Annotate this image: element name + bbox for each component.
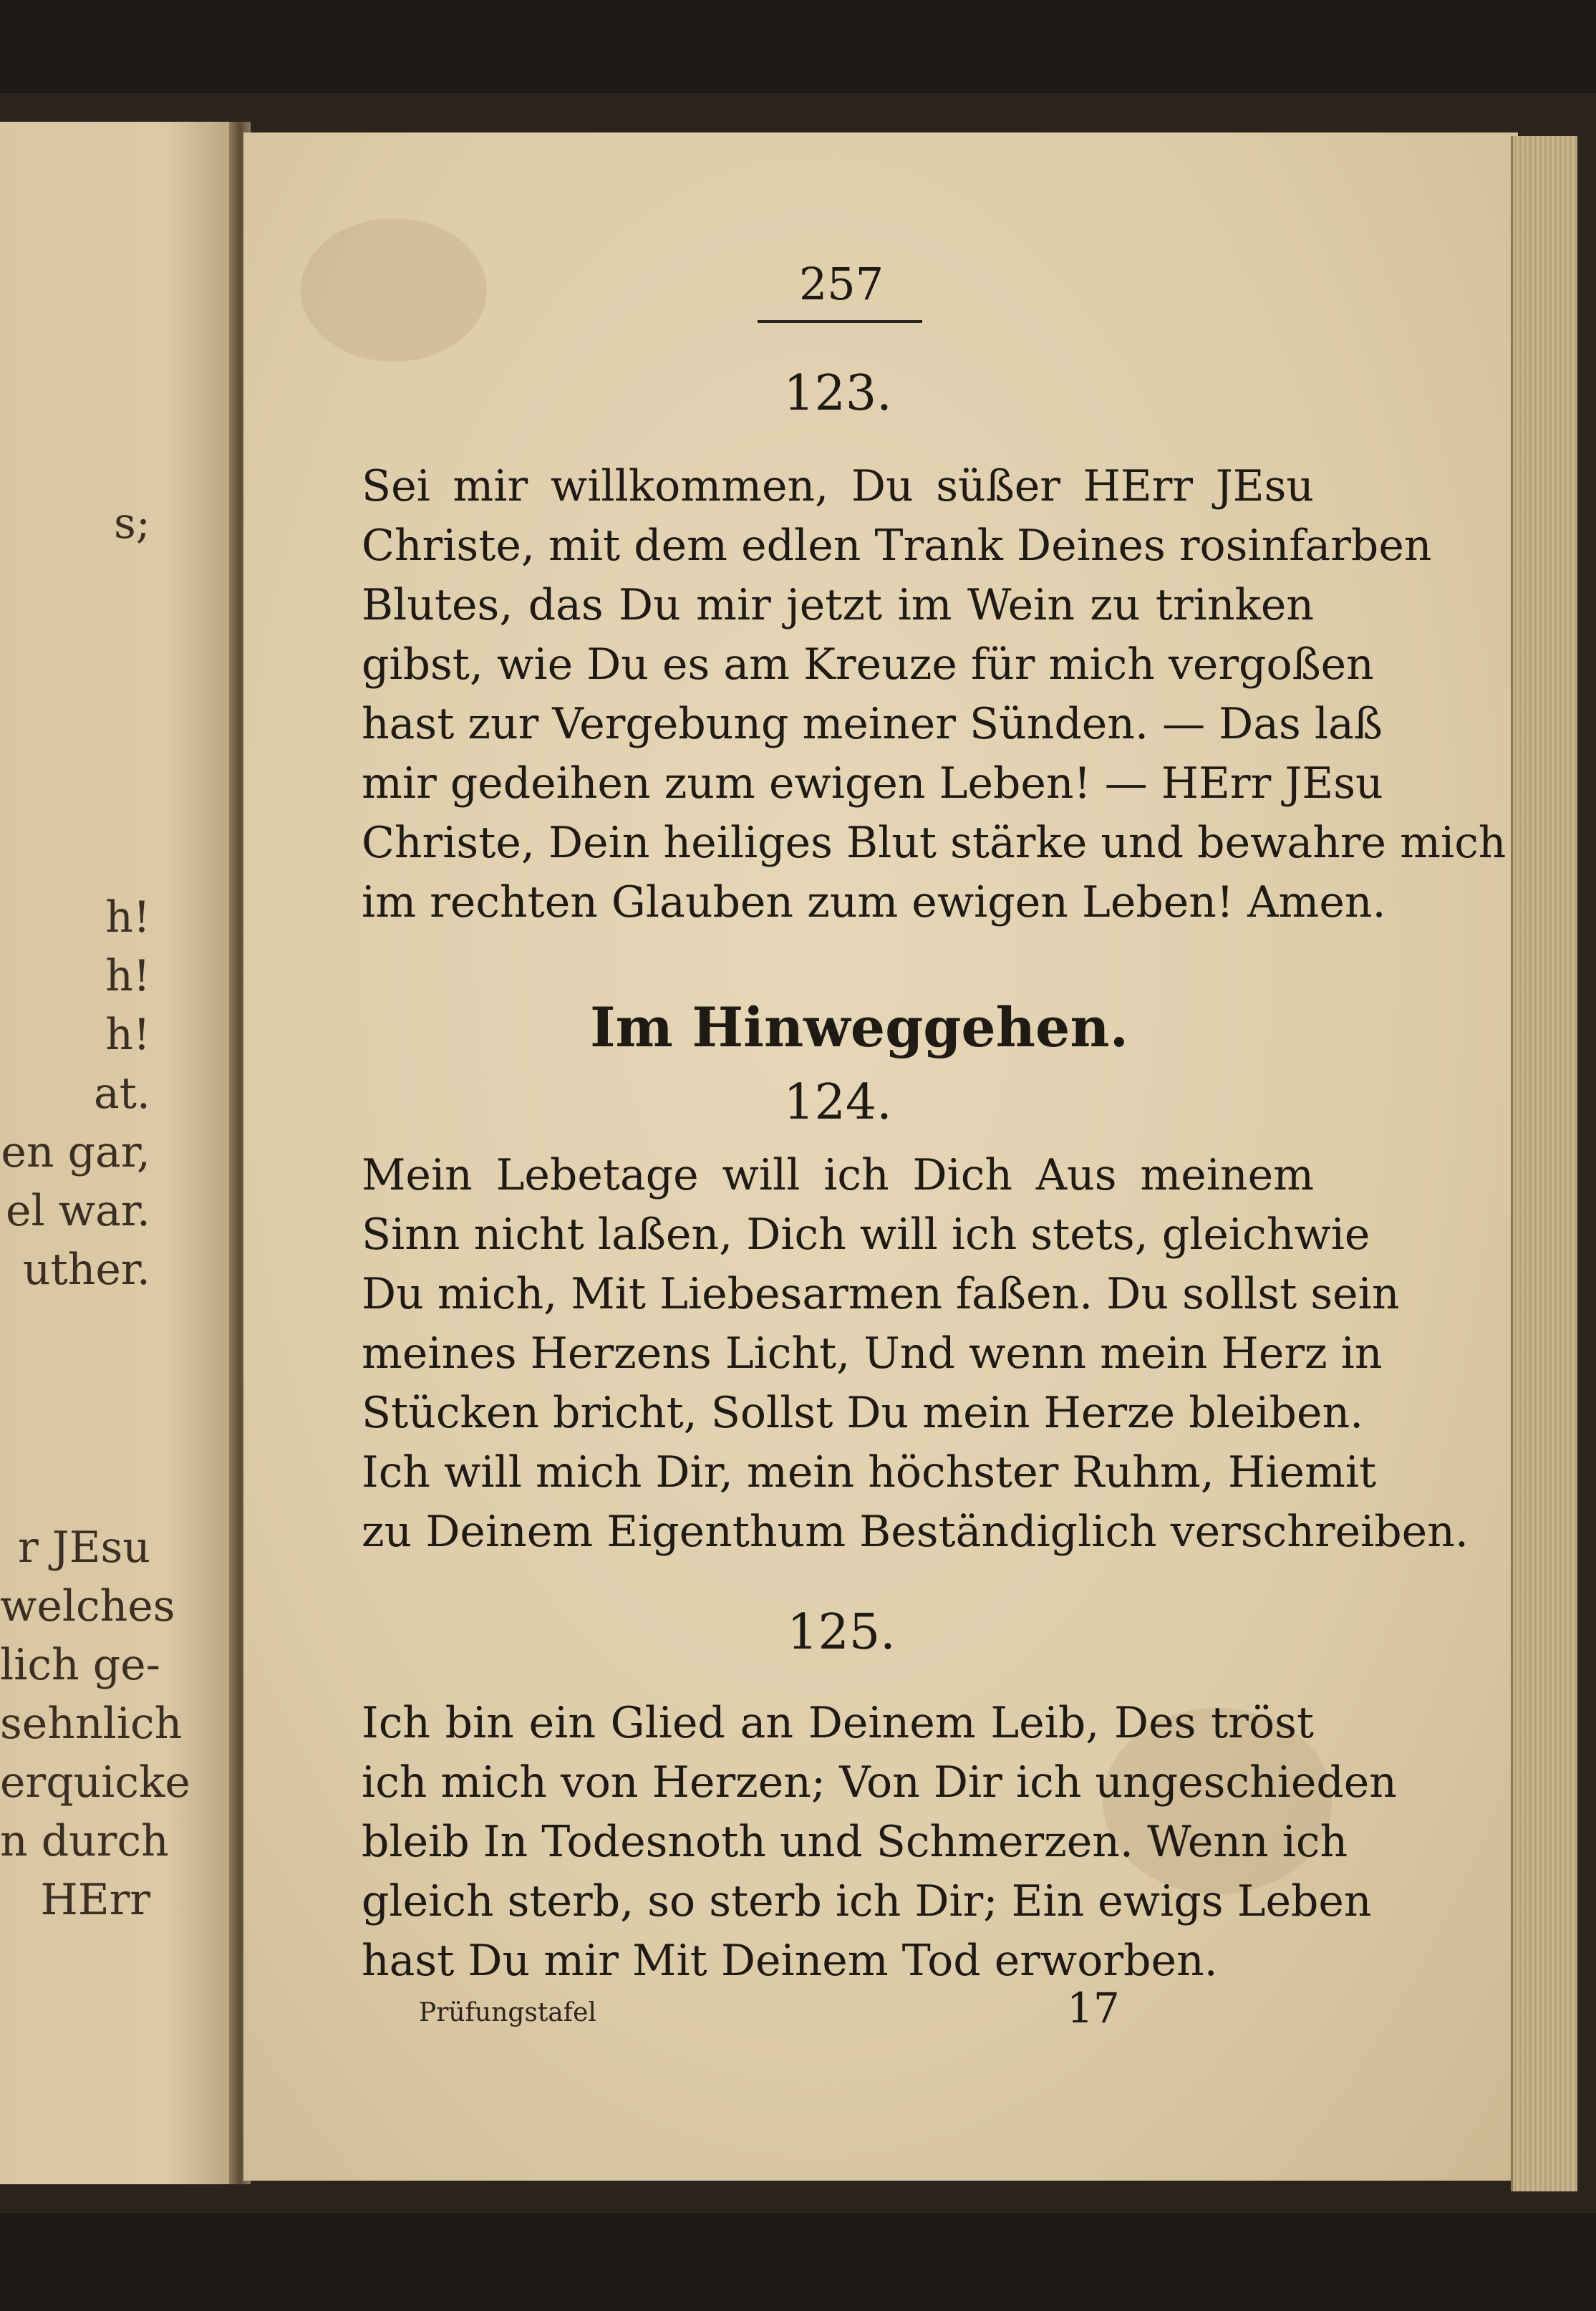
left-line: lich ge- [0, 1640, 160, 1690]
text-line: ich mich von Herzen; Von Dir ich ungeschieden [362, 1757, 1397, 1808]
left-line: h! [105, 1010, 150, 1060]
left-page-text [0, 494, 236, 553]
left-line: h! [105, 892, 150, 942]
left-line: HErr [40, 1875, 150, 1925]
text-line: hast zur Vergebung meiner Sünden. — Das laß [362, 699, 1383, 749]
paper-stain [301, 218, 487, 362]
text-line: gleich sterb, so sterb ich Dir; Ein ewigs Leben [362, 1876, 1372, 1926]
left-page [0, 122, 236, 2184]
left-line: en gar, [1, 1127, 150, 1177]
header-rule [758, 320, 922, 323]
left-line: at. [94, 1068, 150, 1119]
left-line: uther. [22, 1245, 150, 1295]
text-line: im rechten Glauben zum ewigen Leben! Amen. [362, 877, 1386, 927]
page-stack-edge [1511, 136, 1577, 2191]
text-line: Sei mir willkommen, Du süßer HErr JEsu [362, 461, 1314, 511]
footer-gathering-number: 17 [1067, 1984, 1120, 2032]
left-line: el war. [5, 1186, 150, 1236]
text-line: Christe, mit dem edlen Trank Deines rosinfarben [362, 521, 1432, 571]
left-line: r JEsu [17, 1523, 150, 1573]
text-line: Mein Lebetage will ich Dich Aus meinem [362, 1150, 1314, 1200]
hymn-number-124: 124. [783, 1074, 892, 1131]
text-line: hast Du mir Mit Deinem Tod erworben. [362, 1936, 1218, 1986]
text-line: gibst, wie Du es am Kreuze für mich vergoßen [362, 640, 1374, 690]
left-line: welches [0, 1581, 175, 1631]
text-line: zu Deinem Eigenthum Beständiglich verschreiben. [362, 1507, 1469, 1557]
left-line: sehnlich [0, 1699, 183, 1749]
hymn-number-125: 125. [787, 1604, 896, 1661]
left-page-text [0, 1518, 236, 1929]
left-line: erquicke [0, 1757, 190, 1808]
hymn-125-text [362, 1694, 1397, 1991]
hymn-123-text [362, 457, 1506, 932]
text-line: Blutes, das Du mir jetzt im Wein zu trinken [362, 580, 1314, 630]
hymn-124-text [362, 1146, 1469, 1562]
hymn-number-123: 123. [783, 365, 892, 422]
text-line: Sinn nicht laßen, Dich will ich stets, gleichwie [362, 1210, 1370, 1260]
text-line: mir gedeihen zum ewigen Leben! — HErr JEsu [362, 758, 1383, 809]
text-line: bleib In Todesnoth und Schmerzen. Wenn ich [362, 1817, 1348, 1867]
section-title: Im Hinweggehen. [589, 995, 1129, 1059]
text-line: Stücken bricht, Sollst Du mein Herze bleiben. [362, 1388, 1364, 1438]
text-line: Ich bin ein Glied an Deinem Leib, Des tröst [362, 1698, 1314, 1748]
footer-signature-mark: Prüfungstafel [419, 1998, 596, 2027]
text-line: meines Herzens Licht, Und wenn mein Herz in [362, 1328, 1383, 1379]
left-line: n durch [0, 1816, 169, 1866]
text-line: Du mich, Mit Liebesarmen faßen. Du sollst sein [362, 1269, 1400, 1319]
text-line: Christe, Dein heiliges Blut stärke und bewahre mich [362, 818, 1506, 868]
left-line: h! [105, 951, 150, 1001]
page-number: 257 [798, 258, 884, 310]
left-line: s; [113, 498, 150, 549]
text-line: Ich will mich Dir, mein höchster Ruhm, Hiemit [362, 1447, 1377, 1497]
left-page-text [0, 888, 236, 1299]
